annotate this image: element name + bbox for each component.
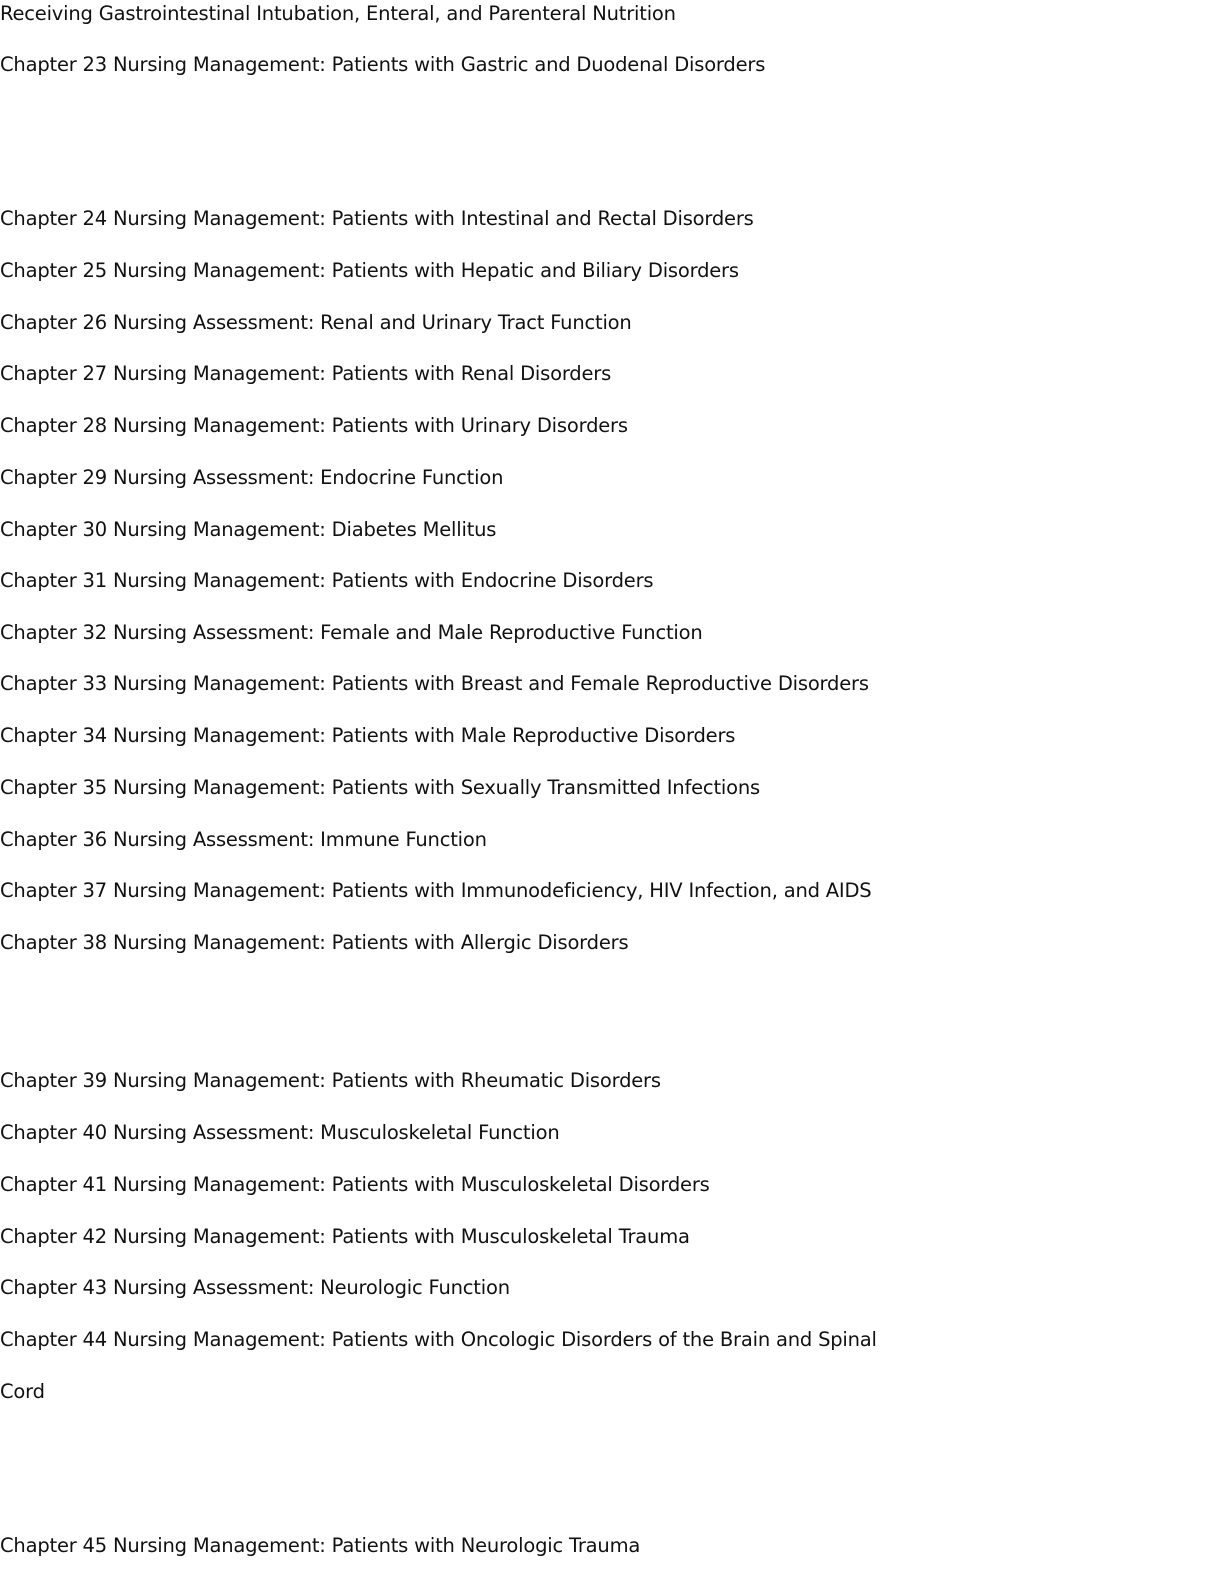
text-line: Chapter 24 Nursing Management: Patients with Intestinal and Rectal Disorders [0, 207, 754, 230]
text-line: Chapter 42 Nursing Management: Patients with Musculoskeletal Trauma [0, 1225, 690, 1248]
text-line: Chapter 30 Nursing Management: Diabetes Mellitus [0, 518, 497, 541]
text-line: Chapter 39 Nursing Management: Patients with Rheumatic Disorders [0, 1069, 661, 1092]
text-line: Chapter 35 Nursing Management: Patients with Sexually Transmitted Infections [0, 776, 760, 799]
text-line: Chapter 41 Nursing Management: Patients with Musculoskeletal Disorders [0, 1173, 710, 1196]
text-line: Chapter 44 Nursing Management: Patients with Oncologic Disorders of the Brain and Spinal [0, 1328, 877, 1351]
text-line: Cord [0, 1380, 45, 1403]
text-line: Chapter 29 Nursing Assessment: Endocrine Function [0, 466, 504, 489]
text-line: Chapter 37 Nursing Management: Patients with Immunodeficiency, HIV Infection, and AIDS [0, 879, 872, 902]
text-line: Chapter 33 Nursing Management: Patients with Breast and Female Reproductive Disorders [0, 672, 869, 695]
text-line: Chapter 32 Nursing Assessment: Female and Male Reproductive Function [0, 621, 703, 644]
text-line: Chapter 23 Nursing Management: Patients with Gastric and Duodenal Disorders [0, 53, 766, 76]
text-line: Receiving Gastrointestinal Intubation, Enteral, and Parenteral Nutrition [0, 2, 676, 25]
text-line: Chapter 26 Nursing Assessment: Renal and Urinary Tract Function [0, 311, 632, 334]
text-line: Chapter 43 Nursing Assessment: Neurologic Function [0, 1276, 510, 1299]
text-line: Chapter 25 Nursing Management: Patients with Hepatic and Biliary Disorders [0, 259, 739, 282]
text-line: Chapter 36 Nursing Assessment: Immune Function [0, 828, 487, 851]
text-line: Chapter 28 Nursing Management: Patients with Urinary Disorders [0, 414, 628, 437]
text-line: Chapter 45 Nursing Management: Patients with Neurologic Trauma [0, 1534, 641, 1557]
text-line: Chapter 31 Nursing Management: Patients with Endocrine Disorders [0, 569, 654, 592]
text-line: Chapter 38 Nursing Management: Patients with Allergic Disorders [0, 931, 629, 954]
text-line: Chapter 40 Nursing Assessment: Musculoskeletal Function [0, 1121, 560, 1144]
text-line: Chapter 27 Nursing Management: Patients with Renal Disorders [0, 362, 612, 385]
text-line: Chapter 34 Nursing Management: Patients with Male Reproductive Disorders [0, 724, 736, 747]
